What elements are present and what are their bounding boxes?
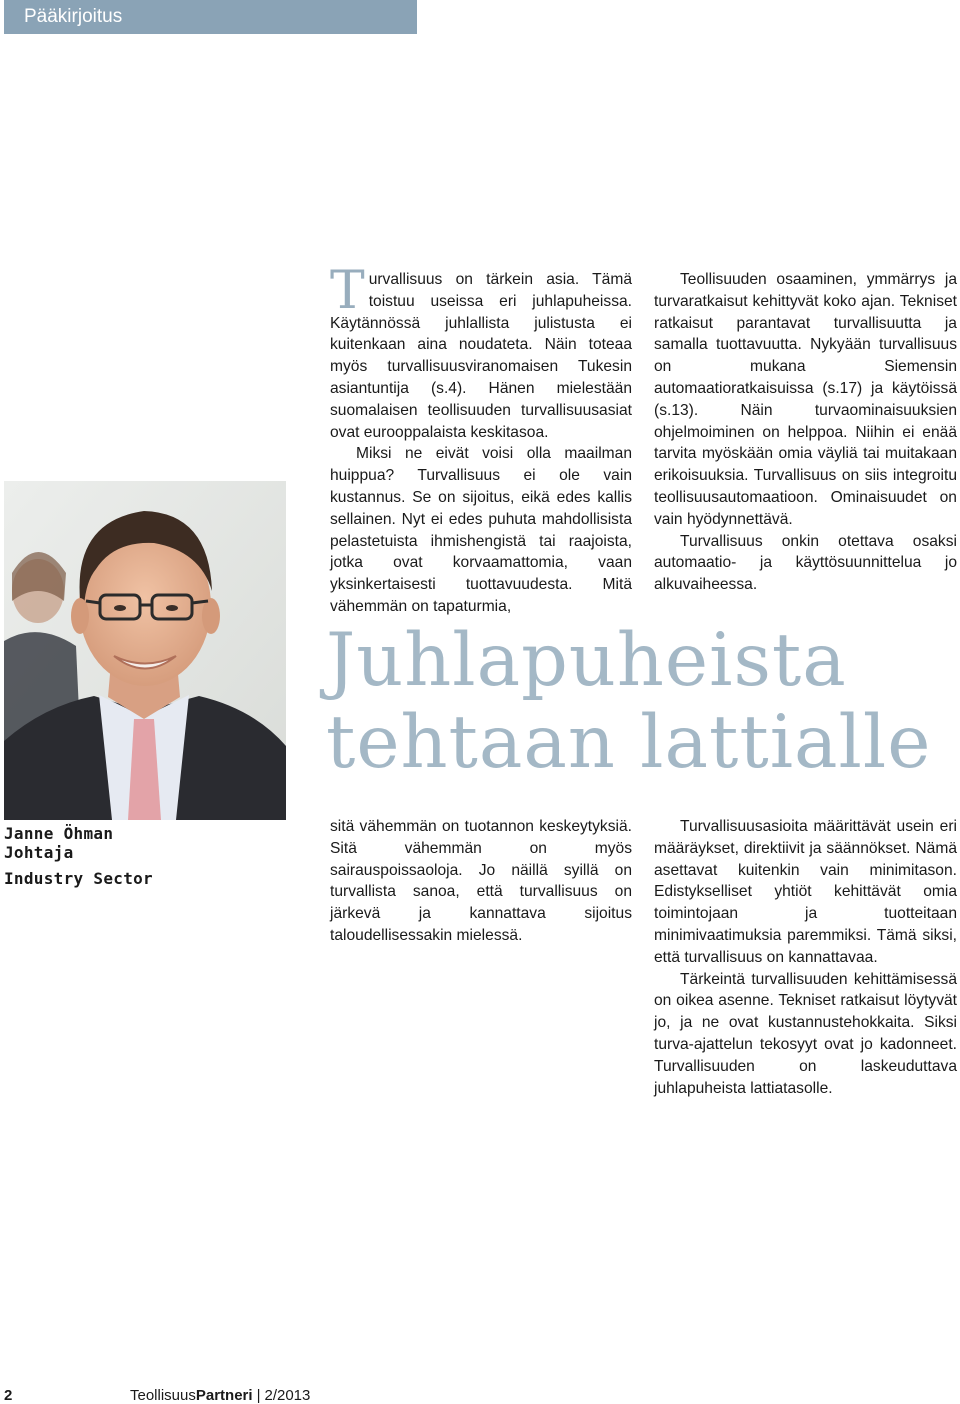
article-column-1-bottom [330,816,632,947]
page-footer [4,1386,604,1404]
article-paragraph-text: urvallisuus on tärkein asia. Tämä toistuu useissa eri juhlapuheissa. Käytännössä juhlallista julistusta ei kuitenkaan aina noudateta. Näin toteaa myös turvallisuusviranomaisen Tukesin asiantuntija (s.4). Hänen mielestään suomalaisen teollisuuden turvallisuusasiat ovat eurooppalaista keskitasoa. [330,271,632,441]
author-portrait [4,481,286,820]
article-paragraph: Teollisuuden osaaminen, ymmärrys ja turvaratkaisut kehittyvät koko ajan. Tekniset ratkaisut parantavat turvallisuutta ja samalla tuottavuutta. Nykyään turvallisuus on mukana Siemensin automaatioratkaisuissa (s.17) ja käytöissä (s.13). Näin turvaominaisuuksien ohjelmoiminen on helppoa. Niihin ei enää tarvita myöskään omia väyliä tai muitakaan erikoisuuksia. Turvallisuus on siis integroitu teollisuusautomaatioon. Ominaisuudet on vain hyödynnettävä. [654,271,957,528]
article-paragraph: sitä vähemmän on tuotannon keskeytyksiä. Sitä vähemmän on myös sairauspoissaoloja. Jo näillä syillä on turvallista sanoa, että turvallisuus on järkevä ja kannattava sijoitus taloudellisessakin mielessä. [330,818,632,944]
author-name: Janne Öhman [4,824,114,843]
author-caption [4,824,204,888]
headline-line-1: Juhlapuheista [326,618,847,703]
article-paragraph: Turvallisuusasioita määrittävät usein eri määräykset, direktiivit ja säännökset. Nämä asettavat kuitenkin vain minimitason. Edistykselliset yhtiöt kehittävät omia toimintojaan ja tuotteitaan minimivaatimuksia paremmiksi. Tämä siksi, että turvallisuus on kannattavaa. [654,818,957,966]
page-number: 2 [4,1387,13,1404]
article-column-2-top [654,269,957,596]
article-paragraph [330,261,632,443]
magazine-name-part2: Partneri [195,1387,253,1404]
author-unit: Industry Sector [4,869,153,888]
magazine-name-part1: Teollisuus [130,1387,196,1404]
section-label: Pääkirjoitus [4,0,417,34]
issue-number: 2/2013 [264,1387,311,1404]
article-paragraph: Miksi ne eivät voisi olla maailman huippua? Turvallisuus ei ole vain kustannus. Se on sijoitus, eikä edes kallis sellainen. Nyt ei edes puhuta mahdollisista pelastetuista ihmishengistä tai raajoista, jotka ovat korvaamattomia, vaan yksinkertaisesti tuottavuudesta. Mitä vähemmän on tapaturmia, [330,445,632,615]
headline [326,620,960,784]
author-title: Johtaja [4,843,74,862]
dropcap: T [330,261,365,321]
footer-separator: | [256,1387,261,1404]
article-column-1-top [330,261,632,618]
headline-line-2: tehtaan lattialle [326,700,932,785]
article-column-2-bottom [654,816,957,1099]
article-paragraph: Turvallisuus onkin otettava osaksi automaatio- ja käyttösuunnittelua jo alkuvaiheessa. [654,532,957,594]
article-paragraph: Tärkeintä turvallisuuden kehittämisessä on oikea asenne. Tekniset ratkaisut löytyvät jo, ja ne ovat kustannustehokkaita. Siksi turva-ajattelun tekosyyt ovat jo kadonneet. Turvallisuuden on laskeuduttava juhlapuheista lattiatasolle. [654,970,957,1097]
